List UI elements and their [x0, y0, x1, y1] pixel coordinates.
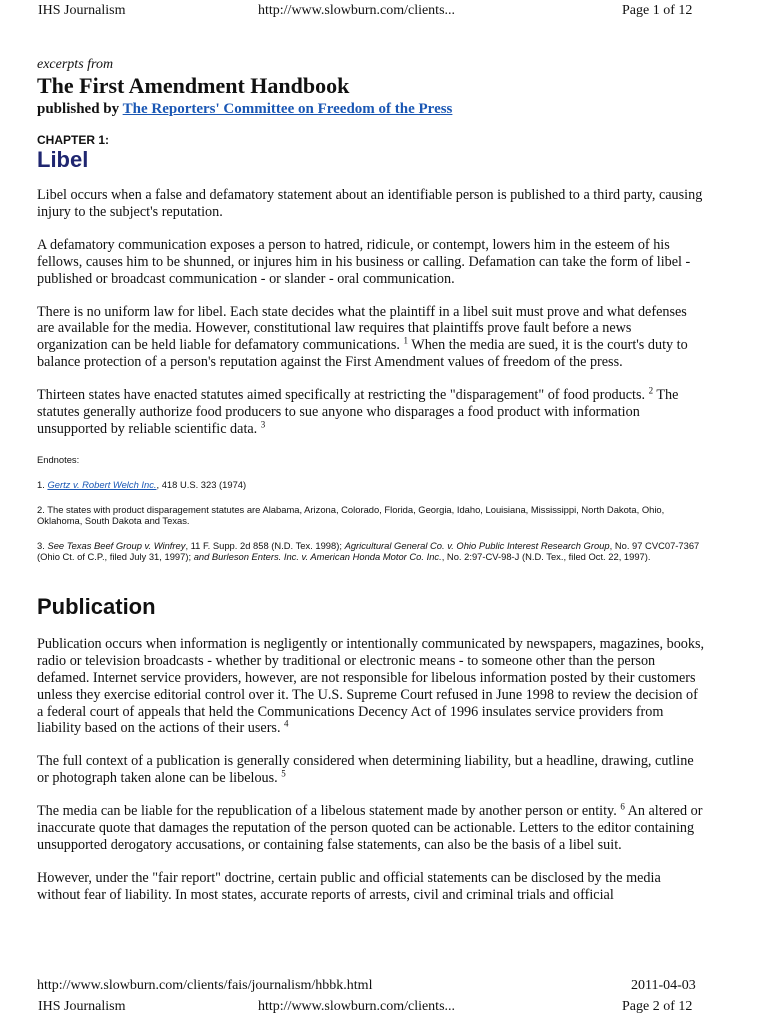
- footnote-ref: 5: [281, 768, 286, 779]
- case-name: Agricultural General Co. v. Ohio Public Interest Research Group: [344, 539, 610, 551]
- paragraph: A defamatory communication exposes a person to hatred, ridicule, or contempt, lowers him in the esteem of his fellows, causes him to be shunned, or injures him in his business or calling. Defamation can take the form of libel - published or broadcast communication - or slander - oral communication.: [37, 236, 691, 287]
- paragraph-text: An altered or inaccurate quote that damages the reputation of the person quoted can be actionable. Letters to the editor containing unsupported derogatory accusations, or containing false statements, can also be the basis of a libel suit.: [37, 803, 703, 853]
- footer-url: http://www.slowburn.com/clients/fais/journalism/hbbk.html: [37, 978, 373, 993]
- endnote-text: , No. 97 CVC07-7367 (Ohio Ct. of C.P., filed July 31, 1997);: [37, 539, 700, 562]
- endnotes-label: Endnotes:: [37, 453, 80, 465]
- endnote-number: 1.: [37, 478, 48, 490]
- endnote-1: [37, 479, 705, 490]
- paragraph-text: The media can be liable for the republication of a libelous statement made by another person or entity.: [37, 803, 621, 820]
- paragraph-text: The statutes generally authorize food producers to sue anyone who disparages a food product with information unsupported by reliable scientific data.: [37, 387, 679, 437]
- paragraph-text: Publication occurs when information is negligently or intentionally communicated by newspapers, magazines, books, radio or television broadcasts - whether by traditional or electronic means - to someone other than the person defamed. Internet service providers, however, are not responsible for libelous information posted by their customers unless they exercise editorial control over it. The U.S. Supreme Court refused in June 1998 to review the decision of a federal court of appeals that held the Communications Decency Act of 1996 insulates service providers from liability based on the actions of their users.: [37, 635, 705, 737]
- print-header-page-2: [0, 996, 768, 1016]
- header-page-number: Page 2 of 12: [622, 999, 693, 1014]
- footnote-ref: 4: [284, 718, 289, 729]
- footnote-ref: 3: [260, 419, 266, 430]
- endnote-3: [37, 540, 705, 562]
- endnote-2: 2. The states with product disparagement statutes are Alabama, Arizona, Colorado, Florida, Georgia, Idaho, Louisiana, Mississippi, North Dakota, Ohio, Oklahoma, South Dakota and Texas.: [37, 503, 665, 526]
- paragraph: [37, 387, 705, 438]
- paragraph: [37, 803, 705, 854]
- case-name: See Texas Beef Group v. Winfrey: [47, 539, 186, 551]
- footnote-ref: 6: [620, 801, 625, 812]
- paragraph-text: The full context of a publication is generally considered when determining liability, but a headline, drawing, cutline or photograph taken alone can be libelous.: [37, 753, 694, 787]
- paragraph: [37, 304, 705, 372]
- paragraph-text: There is no uniform law for libel. Each state decides what the plaintiff in a libel suit must prove and what defenses are available for the media. However, constitutional law requires that plaintiffs prove fault before a news organization can be held liable for defamatory communications.: [37, 303, 687, 354]
- document-body: [37, 56, 705, 920]
- header-site-name: IHS Journalism: [38, 999, 126, 1014]
- print-header: [0, 0, 768, 20]
- endnote-text: , 418 U.S. 323 (1974): [156, 478, 247, 490]
- chapter-label: CHAPTER 1:: [37, 133, 110, 147]
- header-page-number: Page 1 of 12: [622, 3, 693, 18]
- document-title: The First Amendment Handbook: [37, 73, 350, 98]
- paragraph: However, under the "fair report" doctrine, certain public and official statements can be disclosed by the media without fear of liability. In most states, accurate reports of arrests, civil and criminal trials and official: [37, 869, 661, 903]
- footer-date: 2011-04-03: [631, 978, 696, 993]
- endnote-number: 3.: [37, 539, 48, 551]
- header-url: http://www.slowburn.com/clients...: [258, 999, 456, 1014]
- footnote-ref: 2: [648, 385, 654, 396]
- footnote-ref: 1: [403, 335, 409, 346]
- paragraph: [37, 636, 705, 737]
- header-url: http://www.slowburn.com/clients...: [258, 3, 456, 18]
- paragraph: Libel occurs when a false and defamatory statement about an identifiable person is published to a third party, causing injury to the subject's reputation.: [37, 187, 703, 220]
- chapter-title: Libel: [37, 147, 89, 172]
- publisher-link[interactable]: The Reporters' Committee on Freedom of the Press: [122, 101, 453, 117]
- published-by-label: published by: [37, 101, 123, 117]
- paragraph-text: Thirteen states have enacted statutes aimed specifically at restricting the "disparagement" of food products.: [37, 387, 649, 404]
- section-heading: Publication: [37, 593, 156, 619]
- paragraph: [37, 753, 705, 787]
- publisher-line: [37, 99, 705, 119]
- endnote-link[interactable]: Gertz v. Robert Welch Inc.: [47, 478, 157, 490]
- endnote-text: , No. 2:97-CV-98-J (N.D. Tex., filed Oct. 22, 1997).: [441, 550, 651, 562]
- case-name: and Burleson Enters. Inc. v. American Honda Motor Co. Inc.: [193, 550, 442, 562]
- print-footer: [0, 976, 768, 996]
- excerpts-label: excerpts from: [37, 57, 114, 72]
- header-site-name: IHS Journalism: [38, 3, 126, 18]
- endnote-text: , 11 F. Supp. 2d 858 (N.D. Tex. 1998);: [185, 539, 345, 551]
- paragraph-text: When the media are sued, it is the court's duty to balance protection of a person's reputation against the First Amendment values of freedom of the press.: [37, 337, 688, 371]
